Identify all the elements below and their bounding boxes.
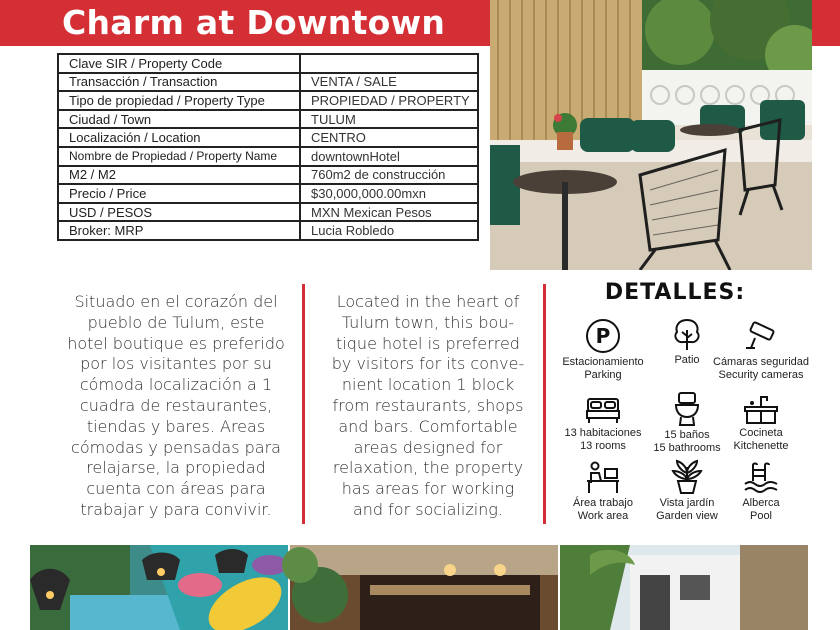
terrace-photo: [490, 0, 812, 270]
row-label: Tipo de propiedad / Property Type: [58, 91, 300, 110]
amenity-label: Área trabajo Work area: [573, 497, 633, 522]
text-line: from restaurants, shops: [332, 395, 524, 415]
row-label: Localización / Location: [58, 128, 300, 147]
row-value: VENTA / SALE: [300, 73, 478, 92]
description-spanish: [60, 292, 292, 521]
row-label: USD / PESOS: [58, 203, 300, 222]
amenity-label: Estacionamiento Parking: [562, 356, 644, 381]
amenity-label: Vista jardín Garden view: [656, 497, 718, 522]
row-value: [300, 54, 478, 73]
divider-line: [543, 284, 546, 524]
pool-photo: [30, 545, 291, 630]
table-row: [58, 203, 478, 222]
desk-work-icon: [585, 461, 621, 495]
text-line: Tulum town, this bou-: [341, 312, 515, 332]
amenity-kitchenette: [711, 393, 811, 453]
amenity-label: Alberca Pool: [742, 497, 780, 522]
row-label: Nombre de Propiedad / Property Name: [58, 147, 300, 166]
description-english: [320, 292, 536, 521]
text-line: pueblo de Tulum, este: [87, 312, 265, 332]
text-line: and for socializing.: [352, 499, 503, 519]
text-line: cuenta con áreas para: [86, 479, 266, 499]
kitchen-sink-icon: [743, 393, 779, 425]
text-line: cómodas y pensadas para: [71, 437, 281, 457]
row-label: Broker: MRP: [58, 221, 300, 240]
text-line: relaxation, the property: [332, 458, 524, 478]
row-value: $30,000,000.00mxn: [300, 184, 478, 203]
table-row: [58, 184, 478, 203]
text-line: relajarse, la propiedad: [86, 458, 266, 478]
text-line: tiendas y bares. Areas: [86, 416, 266, 436]
row-value: Lucia Robledo: [300, 221, 478, 240]
text-line: tique hotel is preferred: [336, 333, 520, 353]
bar-photo: [282, 545, 558, 630]
text-line: Situado en el corazón del: [74, 292, 278, 311]
table-row: [58, 128, 478, 147]
text-line: areas designed for: [353, 437, 503, 457]
text-line: Located in the heart of: [336, 292, 520, 311]
row-value: TULUM: [300, 110, 478, 129]
row-label: Ciudad / Town: [58, 110, 300, 129]
text-line: cuadra de restaurantes,: [79, 395, 273, 415]
property-info-table: [57, 53, 479, 241]
table-row: [58, 91, 478, 110]
amenity-label: 15 baños 15 bathrooms: [653, 429, 721, 454]
security-camera-icon: [743, 318, 779, 354]
amenity-label: 13 habitaciones 13 rooms: [564, 427, 642, 452]
row-value: CENTRO: [300, 128, 478, 147]
row-value: MXN Mexican Pesos: [300, 203, 478, 222]
amenity-label: Cocineta Kitchenette: [733, 427, 789, 452]
amenity-security-cameras: [711, 318, 811, 382]
corner-accent: [812, 0, 840, 46]
text-line: hotel boutique es preferido: [67, 333, 285, 353]
building-photo: [560, 545, 808, 630]
row-label: Transacción / Transaction: [58, 73, 300, 92]
row-value: PROPIEDAD / PROPERTY: [300, 91, 478, 110]
text-line: has areas for working: [341, 479, 515, 499]
table-row: [58, 221, 478, 240]
row-label: Precio / Price: [58, 184, 300, 203]
text-line: cómoda localización a 1: [79, 375, 273, 395]
divider-line: [302, 284, 305, 524]
title-banner: [0, 0, 490, 46]
table-row: [58, 147, 478, 166]
text-line: and bars. Comfortable: [338, 416, 518, 436]
row-label: M2 / M2: [58, 166, 300, 185]
parking-icon: [585, 318, 621, 354]
photo-strip: [30, 545, 808, 630]
row-label: Clave SIR / Property Code: [58, 54, 300, 73]
table-row: [58, 73, 478, 92]
svg-text:P: P: [595, 324, 611, 348]
text-line: nient location 1 block: [341, 375, 515, 395]
page-title: Charm at Downtown: [62, 3, 446, 42]
text-line: trabajar y para convivir.: [80, 499, 272, 519]
text-line: by visitors for its conve-: [331, 354, 525, 374]
row-value: 760m2 de construcción: [300, 166, 478, 185]
text-line: por los visitantes por su: [80, 354, 272, 374]
plant-icon: [669, 459, 705, 495]
toilet-icon: [669, 391, 705, 427]
amenity-label: Patio: [674, 354, 700, 366]
table-row: [58, 110, 478, 129]
amenity-label: Cámaras seguridad Security cameras: [713, 356, 809, 381]
amenity-pool: [711, 461, 811, 523]
table-row: [58, 54, 478, 73]
pool-icon: [743, 461, 779, 495]
row-value: downtownHotel: [300, 147, 478, 166]
details-heading: DETALLES:: [604, 280, 746, 305]
table-row: [58, 166, 478, 185]
bed-icon: [585, 393, 621, 425]
tree-icon: [669, 316, 705, 352]
